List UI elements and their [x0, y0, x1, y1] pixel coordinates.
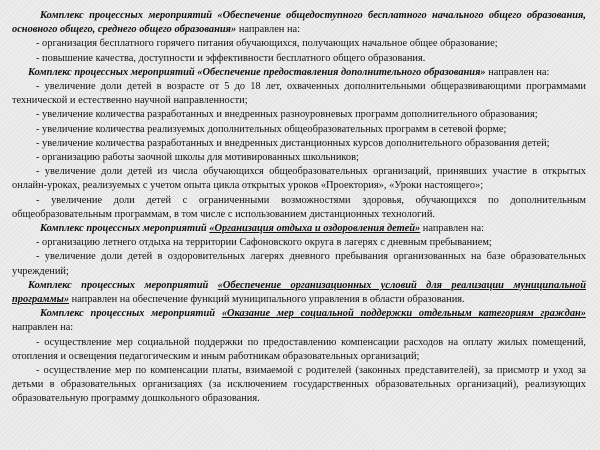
heading-suffix: направлен на: [420, 223, 484, 235]
section-heading-additional-education [12, 66, 586, 80]
heading-suffix: направлен на: [12, 322, 74, 334]
list-item: - увеличение доли детей из числа обучающихся общеобразовательных организаций, принявших участие в открытых онлайн-уроках, реализуемых с учетом опыта цикла открытых уроков «Проектория», «Уроки настоящего»; [12, 166, 586, 192]
list-item: - осуществление мер социальной поддержки по предоставлению компенсации расходов на оплату жилых помещений, отопления и освещения педагогическим и иным работникам образовательных организаций; [12, 336, 586, 362]
section-heading-social-support [12, 307, 586, 335]
heading-title: «Организация отдыха и оздоровления детей» [209, 223, 421, 235]
heading-prefix: Комплекс процессных мероприятий [40, 10, 218, 21]
section-heading-organizational-conditions [12, 279, 586, 307]
section-heading-children-recreation [12, 222, 586, 236]
list-item: - организацию работы заочной школы для мотивированных школьников; [36, 152, 359, 164]
document-page [12, 9, 586, 443]
heading-prefix: Комплекс процессных мероприятий [28, 66, 198, 78]
heading-prefix: Комплекс процессных мероприятий [40, 223, 210, 235]
heading-suffix: направлен на обеспечение функций муниципального управления в области образования. [69, 294, 465, 306]
section-heading-general-education [12, 9, 586, 37]
list-item: - осуществление мер по компенсации платы, взимаемой с родителей (законных представителей), за присмотр и уход за детьми в образовательных организациях (за исключением государственных образовательных организаций), реализующих образовательную программу дошкольного образования. [12, 365, 586, 405]
heading-title: «Обеспечение организационных условий для реализации муниципальной программы» [12, 279, 586, 306]
heading-prefix: Комплекс процессных мероприятий [40, 308, 222, 320]
heading-title: «Обеспечение предоставления дополнительного образования» [197, 66, 486, 78]
list-item: - увеличение количества разработанных и внедренных разноуровневых программ дополнительного образования; [36, 109, 538, 121]
list-item: - увеличение доли детей с ограниченными возможностями здоровья, обучающихся по дополнительным общеобразовательным программам, в том числе с использованием дистанционных технологий. [12, 194, 586, 220]
list-item: - увеличение количества разработанных и внедренных дистанционных курсов дополнительного образования детей; [36, 137, 550, 149]
list-item: - увеличение количества реализуемых дополнительных общеобразовательных программ в сетевой форме; [36, 123, 507, 135]
list-item: - организацию летнего отдыха на территории Сафоновского округа в лагерях с дневным пребыванием; [36, 237, 492, 249]
heading-title: «Оказание мер социальной поддержки отдельным категориям граждан» [221, 308, 586, 320]
list-item: - увеличение доли детей в оздоровительных лагерях дневного пребывания организованных на базе образовательных учреждений; [12, 251, 586, 277]
list-item: - организация бесплатного горячего питания обучающихся, получающих начальное общее образование; [36, 38, 498, 50]
heading-suffix: направлен на: [485, 66, 550, 78]
heading-suffix: направлен на: [236, 24, 301, 36]
list-item: - увеличение доли детей в возрасте от 5 до 18 лет, охваченных дополнительными общеразвивающими программами технической и естественно научной направленности; [12, 81, 586, 107]
list-item: - повышение качества, доступности и эффективности бесплатного общего образования. [36, 52, 426, 64]
heading-title: «Обеспечение общедоступного бесплатного начального общего образования, основного общего, среднего общего образования» [12, 10, 586, 36]
heading-prefix: Комплекс процессных мероприятий [28, 279, 218, 291]
